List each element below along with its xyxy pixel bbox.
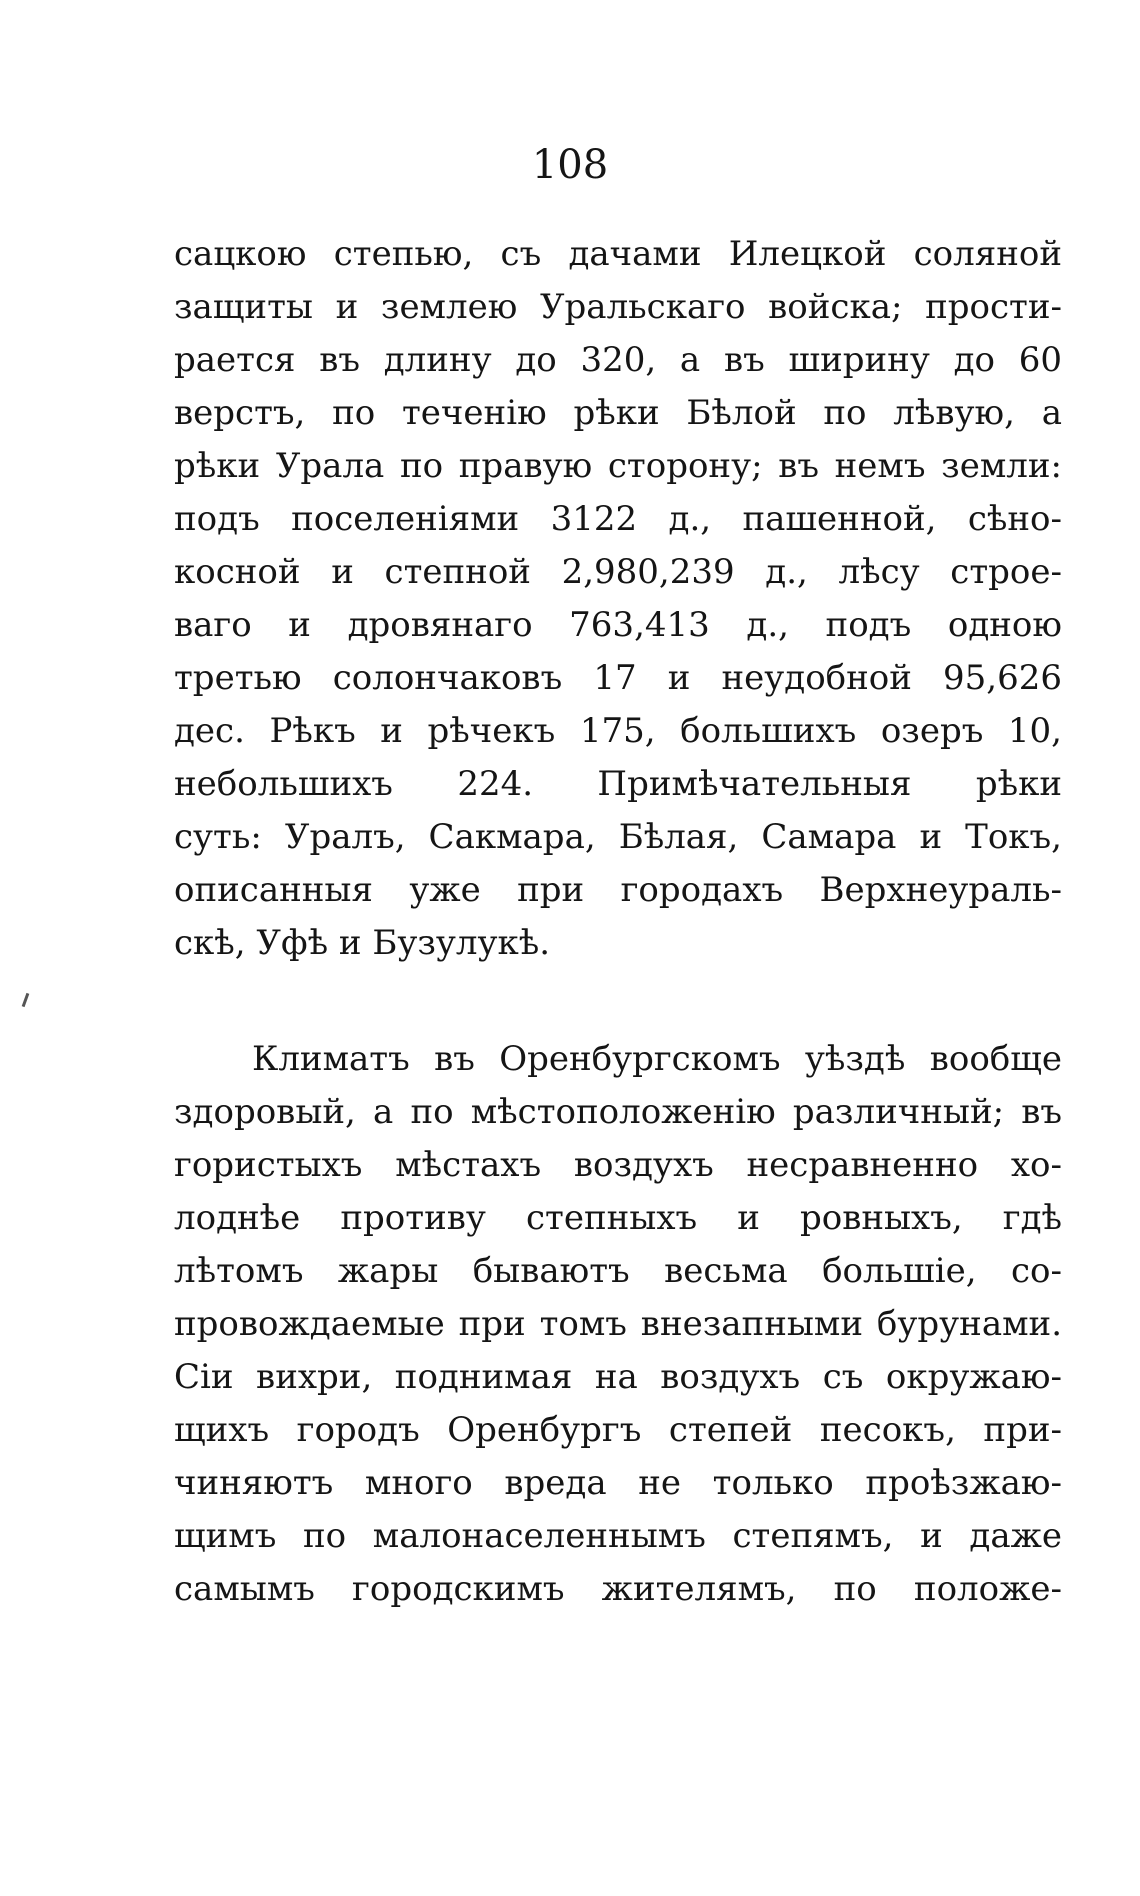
paragraph-2 <box>174 1033 1062 1616</box>
text-line: небольшихъ 224. Примѣчательныя рѣки <box>174 764 1062 804</box>
text-line: скѣ, Уфѣ и Бузулукѣ. <box>174 923 551 963</box>
text-line: сацкою степью, съ дачами Илецкой соляной <box>174 234 1062 274</box>
ink-mark <box>22 993 30 1007</box>
text-line: третью солончаковъ 17 и неудобной 95,626 <box>174 658 1062 698</box>
text-line: самымъ городскимъ жителямъ, по положе- <box>174 1569 1062 1609</box>
text-line: подъ поселеніями 3122 д., пашенной, сѣно- <box>174 499 1062 539</box>
text-line: щимъ по малонаселеннымъ степямъ, и даже <box>174 1516 1062 1556</box>
text-line: верстъ, по теченію рѣки Бѣлой по лѣвую, а <box>174 393 1062 433</box>
text-line: защиты и землею Уральскаго войска; прости- <box>174 287 1062 327</box>
text-line: Сіи вихри, поднимая на воздухъ съ окружаю- <box>174 1357 1062 1397</box>
text-line: косной и степной 2,980,239 д., лѣсу строе- <box>174 552 1062 592</box>
text-line: Климатъ въ Оренбургскомъ уѣздѣ вообще <box>252 1039 1062 1079</box>
text-line: щихъ городъ Оренбургъ степей песокъ, при- <box>174 1410 1062 1450</box>
text-line: суть: Уралъ, Сакмара, Бѣлая, Самара и Токъ, <box>174 817 1062 857</box>
text-line: здоровый, а по мѣстоположенію различный; въ <box>174 1092 1062 1132</box>
page-number: 108 <box>531 142 609 188</box>
text-line: гористыхъ мѣстахъ воздухъ несравненно хо- <box>174 1145 1062 1185</box>
text-line: провождаемые при томъ внезапными бурунами. <box>174 1304 1062 1344</box>
text-line: лѣтомъ жары бываютъ весьма большіе, со- <box>174 1251 1062 1291</box>
text-line: рѣки Урала по правую сторону; въ немъ земли: <box>174 446 1062 486</box>
text-line: дес. Рѣкъ и рѣчекъ 175, большихъ озеръ 10, <box>174 711 1062 751</box>
text-line: ваго и дровянаго 763,413 д., подъ одною <box>174 605 1062 645</box>
paragraph-1 <box>174 228 1062 970</box>
text-line: лоднѣе противу степныхъ и ровныхъ, гдѣ <box>174 1198 1062 1238</box>
text-line: рается въ длину до 320, а въ ширину до 60 <box>174 340 1062 380</box>
text-line: описанныя уже при городахъ Верхнеураль- <box>174 870 1062 910</box>
text-line: чиняютъ много вреда не только проѣзжаю- <box>174 1463 1062 1503</box>
